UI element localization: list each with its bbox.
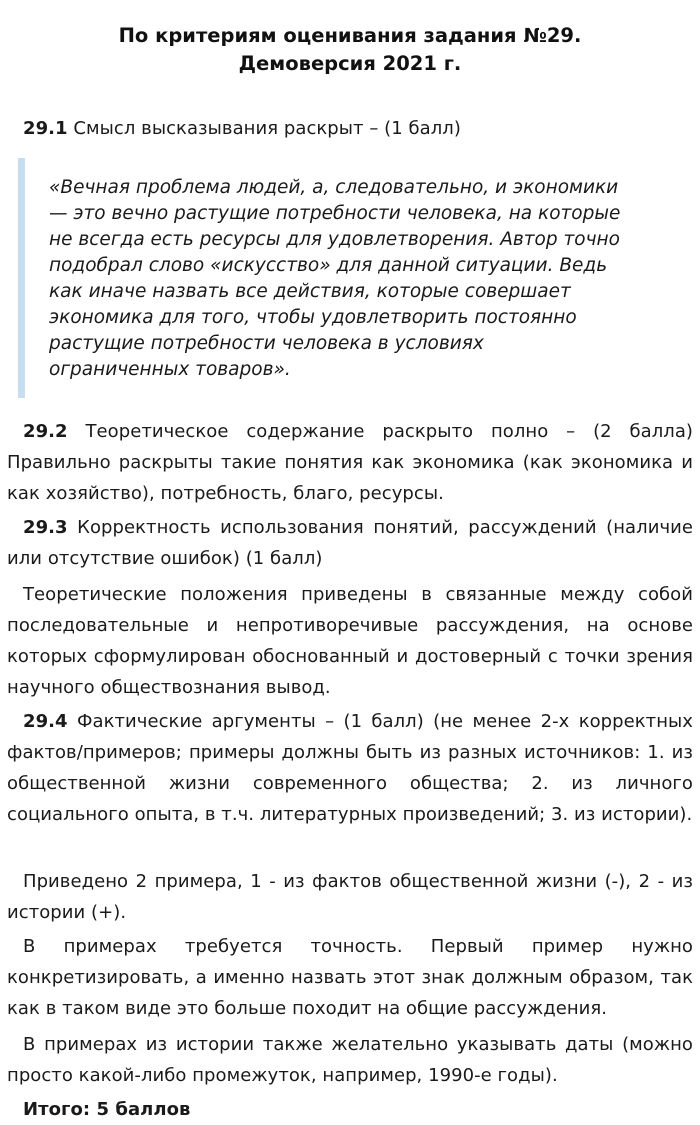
quote-line: растущие потребности человека в условиях [49,333,484,354]
comment-text: Теоретические положения приведены в связанные между собой последовательные и непротиворечивые рассуждения, на основе которых сформулирован обоснованный и достоверный с точки зрения научного обществознания вывод. [7,584,693,698]
quote-bar [18,158,25,398]
quote-line: как иначе назвать все действия, которые совершает [49,281,571,302]
criterion-code: 29.4 [23,711,68,732]
comment-examples-count [7,866,693,928]
quote-line: подобрал слово «искусство» для данной ситуации. Ведь [49,255,608,276]
criterion-29-4 [7,706,693,830]
comment-examples-precision [7,931,693,1024]
quote-line: экономика для того, чтобы удовлетворить постоянно [49,307,577,328]
comment-history-dates [7,1029,693,1091]
criterion-29-1 [7,113,693,144]
title-line-1: По критериям оценивания задания №29. [118,24,582,47]
criterion-text: Фактические аргументы – (1 балл) (не менее 2-х корректных фактов/примеров; примеры должны быть из разных источников: 1. из общественной жизни современного общества; 2. из личного социального опыта, в т.ч. литературных произведений; 3. из истории). [7,711,693,825]
criterion-text: Корректность использования понятий, рассуждений (наличие или отсутствие ошибок) (1 балл) [7,517,693,569]
page-title [0,22,700,78]
criterion-text: Теоретическое содержание раскрыто полно – (2 балла) Правильно раскрыты такие понятия как экономика (как экономика и как хозяйство), потребность, благо, ресурсы. [7,421,693,504]
comment-text: Приведено 2 примера, 1 - из фактов общественной жизни (-), 2 - из истории (+). [7,871,693,923]
criterion-code: 29.3 [23,517,68,538]
quote-line: не всегда есть ресурсы для удовлетворения. Автор точно [49,229,620,250]
total-score [7,1094,693,1125]
comment-text: В примерах из истории также желательно указывать даты (можно просто какой-либо промежуток, например, 1990-е годы). [7,1034,693,1086]
quote-line: «Вечная проблема людей, а, следовательно, и экономики [49,177,619,198]
criterion-29-2 [7,416,693,509]
criterion-code: 29.1 [23,118,68,139]
quote-text [49,175,661,383]
criterion-code: 29.2 [23,421,68,442]
quote-line: — это вечно растущие потребности человека, на которые [49,203,621,224]
criterion-text: Смысл высказывания раскрыт – (1 балл) [67,118,461,139]
title-line-2: Демоверсия 2021 г. [238,52,462,75]
total-text: Итого: 5 баллов [23,1099,191,1120]
answer-quote [18,158,678,398]
criterion-29-3 [7,512,693,574]
quote-line: ограниченных товаров». [49,359,291,380]
comment-29-3 [7,579,693,703]
comment-text: В примерах требуется точность. Первый пример нужно конкретизировать, а именно назвать этот знак должным образом, так как в таком виде это больше походит на общие рассуждения. [7,936,693,1019]
